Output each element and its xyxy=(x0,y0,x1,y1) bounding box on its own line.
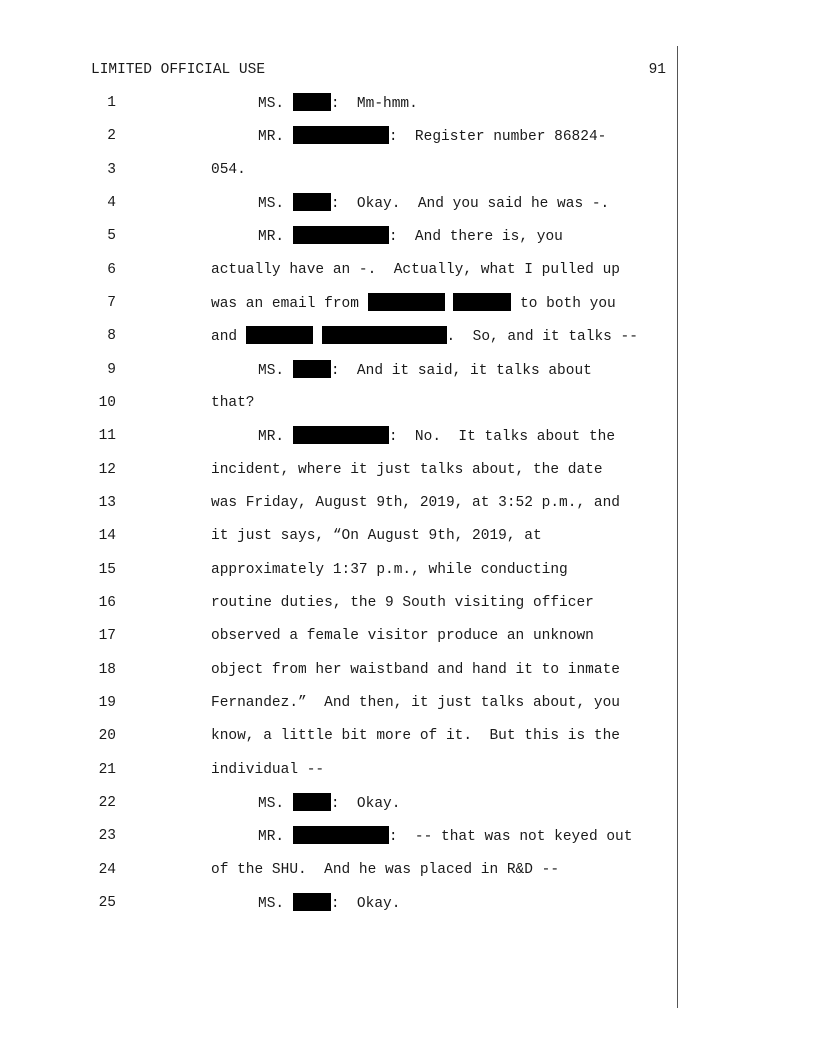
line-number: 4 xyxy=(107,195,116,211)
line-number: 5 xyxy=(107,228,116,244)
line-number: 7 xyxy=(107,295,116,311)
redaction-bar xyxy=(322,326,447,344)
transcript-line-19 xyxy=(0,693,677,713)
line-text xyxy=(258,226,667,247)
line-text: observed a female visitor produce an unknown xyxy=(211,628,594,644)
transcript-line-9 xyxy=(0,360,677,380)
speech-text: to both you xyxy=(520,296,616,312)
redaction-bar xyxy=(293,226,389,244)
line-number: 15 xyxy=(98,562,116,578)
speaker-title: MR. xyxy=(258,829,285,845)
line-number: 17 xyxy=(98,628,116,644)
line-number: 14 xyxy=(98,528,116,544)
margin-rule xyxy=(677,46,678,1008)
line-number: 2 xyxy=(107,128,116,144)
line-number: 12 xyxy=(98,462,116,478)
transcript-line-17 xyxy=(0,626,677,646)
speech-text: : Mm-hmm. xyxy=(330,96,418,112)
line-number: 23 xyxy=(98,828,116,844)
speaker-title: MR. xyxy=(258,229,285,245)
line-text: was Friday, August 9th, 2019, at 3:52 p.m., and xyxy=(211,495,620,511)
redaction-bar xyxy=(293,793,331,811)
redaction-bar xyxy=(293,893,331,911)
line-number: 25 xyxy=(98,895,116,911)
speech-text: : And there is, you xyxy=(388,229,563,245)
line-number: 20 xyxy=(98,728,116,744)
line-text xyxy=(211,293,667,314)
line-text: individual -- xyxy=(211,762,325,778)
transcript-line-15 xyxy=(0,560,677,580)
transcript-line-25 xyxy=(0,893,677,913)
transcript-line-13 xyxy=(0,493,677,513)
transcript-line-5 xyxy=(0,226,677,246)
line-number: 3 xyxy=(107,162,116,178)
line-text xyxy=(258,893,667,914)
line-number: 19 xyxy=(98,695,116,711)
speaker-title: MS. xyxy=(258,96,285,112)
line-text: Fernandez.” And then, it just talks about, you xyxy=(211,695,620,711)
line-number: 10 xyxy=(98,395,116,411)
line-text xyxy=(258,126,667,147)
redaction-bar xyxy=(453,293,511,311)
line-text: that? xyxy=(211,395,255,411)
transcript-line-16 xyxy=(0,593,677,613)
speech-text: : Register number 86824- xyxy=(388,129,607,145)
redaction-bar xyxy=(368,293,445,311)
line-text xyxy=(258,793,667,814)
line-text: routine duties, the 9 South visiting officer xyxy=(211,595,594,611)
transcript-line-24 xyxy=(0,860,677,880)
transcript-line-12 xyxy=(0,460,677,480)
redaction-bar xyxy=(246,326,313,344)
line-text: incident, where it just talks about, the date xyxy=(211,462,603,478)
line-number: 22 xyxy=(98,795,116,811)
redaction-bar xyxy=(293,426,389,444)
speech-text: . So, and it talks -- xyxy=(446,329,638,345)
line-number: 11 xyxy=(98,428,116,444)
line-number: 13 xyxy=(98,495,116,511)
line-number: 24 xyxy=(98,862,116,878)
line-text: 054. xyxy=(211,162,246,178)
redaction-bar xyxy=(293,826,389,844)
speaker-title: MS. xyxy=(258,796,285,812)
speech-text: and xyxy=(211,329,238,345)
speech-text: : -- that was not keyed out xyxy=(388,829,633,845)
line-text xyxy=(258,193,667,214)
transcript-line-18 xyxy=(0,660,677,680)
transcript-line-3 xyxy=(0,160,677,180)
line-text xyxy=(258,426,667,447)
transcript-line-22 xyxy=(0,793,677,813)
line-number: 9 xyxy=(107,362,116,378)
speech-text: was an email from xyxy=(211,296,359,312)
redaction-bar xyxy=(293,126,389,144)
line-number: 6 xyxy=(107,262,116,278)
transcript-line-1 xyxy=(0,93,677,113)
line-text xyxy=(258,93,667,114)
transcript-line-11 xyxy=(0,426,677,446)
speaker-title: MR. xyxy=(258,129,285,145)
line-text: approximately 1:37 p.m., while conducting xyxy=(211,562,568,578)
speaker-title: MS. xyxy=(258,363,285,379)
speaker-title: MR. xyxy=(258,429,285,445)
page-number: 91 xyxy=(648,62,666,78)
line-text: actually have an -. Actually, what I pulled up xyxy=(211,262,620,278)
redaction-bar xyxy=(293,360,331,378)
transcript-line-10 xyxy=(0,393,677,413)
line-text: know, a little bit more of it. But this is the xyxy=(211,728,620,744)
line-number: 8 xyxy=(107,328,116,344)
transcript-line-23 xyxy=(0,826,677,846)
line-text: object from her waistband and hand it to inmate xyxy=(211,662,620,678)
line-text xyxy=(258,360,667,381)
line-text: of the SHU. And he was placed in R&D -- xyxy=(211,862,560,878)
speech-text: : Okay. And you said he was -. xyxy=(330,196,610,212)
transcript-line-6 xyxy=(0,260,677,280)
line-number: 18 xyxy=(98,662,116,678)
speaker-title: MS. xyxy=(258,196,285,212)
line-text: it just says, “On August 9th, 2019, at xyxy=(211,528,542,544)
transcript-line-4 xyxy=(0,193,677,213)
line-text xyxy=(211,326,667,347)
transcript-line-7 xyxy=(0,293,677,313)
redaction-bar xyxy=(293,93,331,111)
line-number: 21 xyxy=(98,762,116,778)
transcript-line-21 xyxy=(0,760,677,780)
line-number: 16 xyxy=(98,595,116,611)
transcript-line-8 xyxy=(0,326,677,346)
transcript-line-14 xyxy=(0,526,677,546)
redaction-bar xyxy=(293,193,331,211)
speech-text: : Okay. xyxy=(330,796,401,812)
speech-text: : And it said, it talks about xyxy=(330,363,592,379)
page-header-label: LIMITED OFFICIAL USE xyxy=(91,62,266,78)
line-text xyxy=(258,826,667,847)
speaker-title: MS. xyxy=(258,896,285,912)
speech-text: : Okay. xyxy=(330,896,401,912)
transcript-line-20 xyxy=(0,726,677,746)
speech-text: : No. It talks about the xyxy=(388,429,616,445)
transcript-line-2 xyxy=(0,126,677,146)
line-number: 1 xyxy=(107,95,116,111)
